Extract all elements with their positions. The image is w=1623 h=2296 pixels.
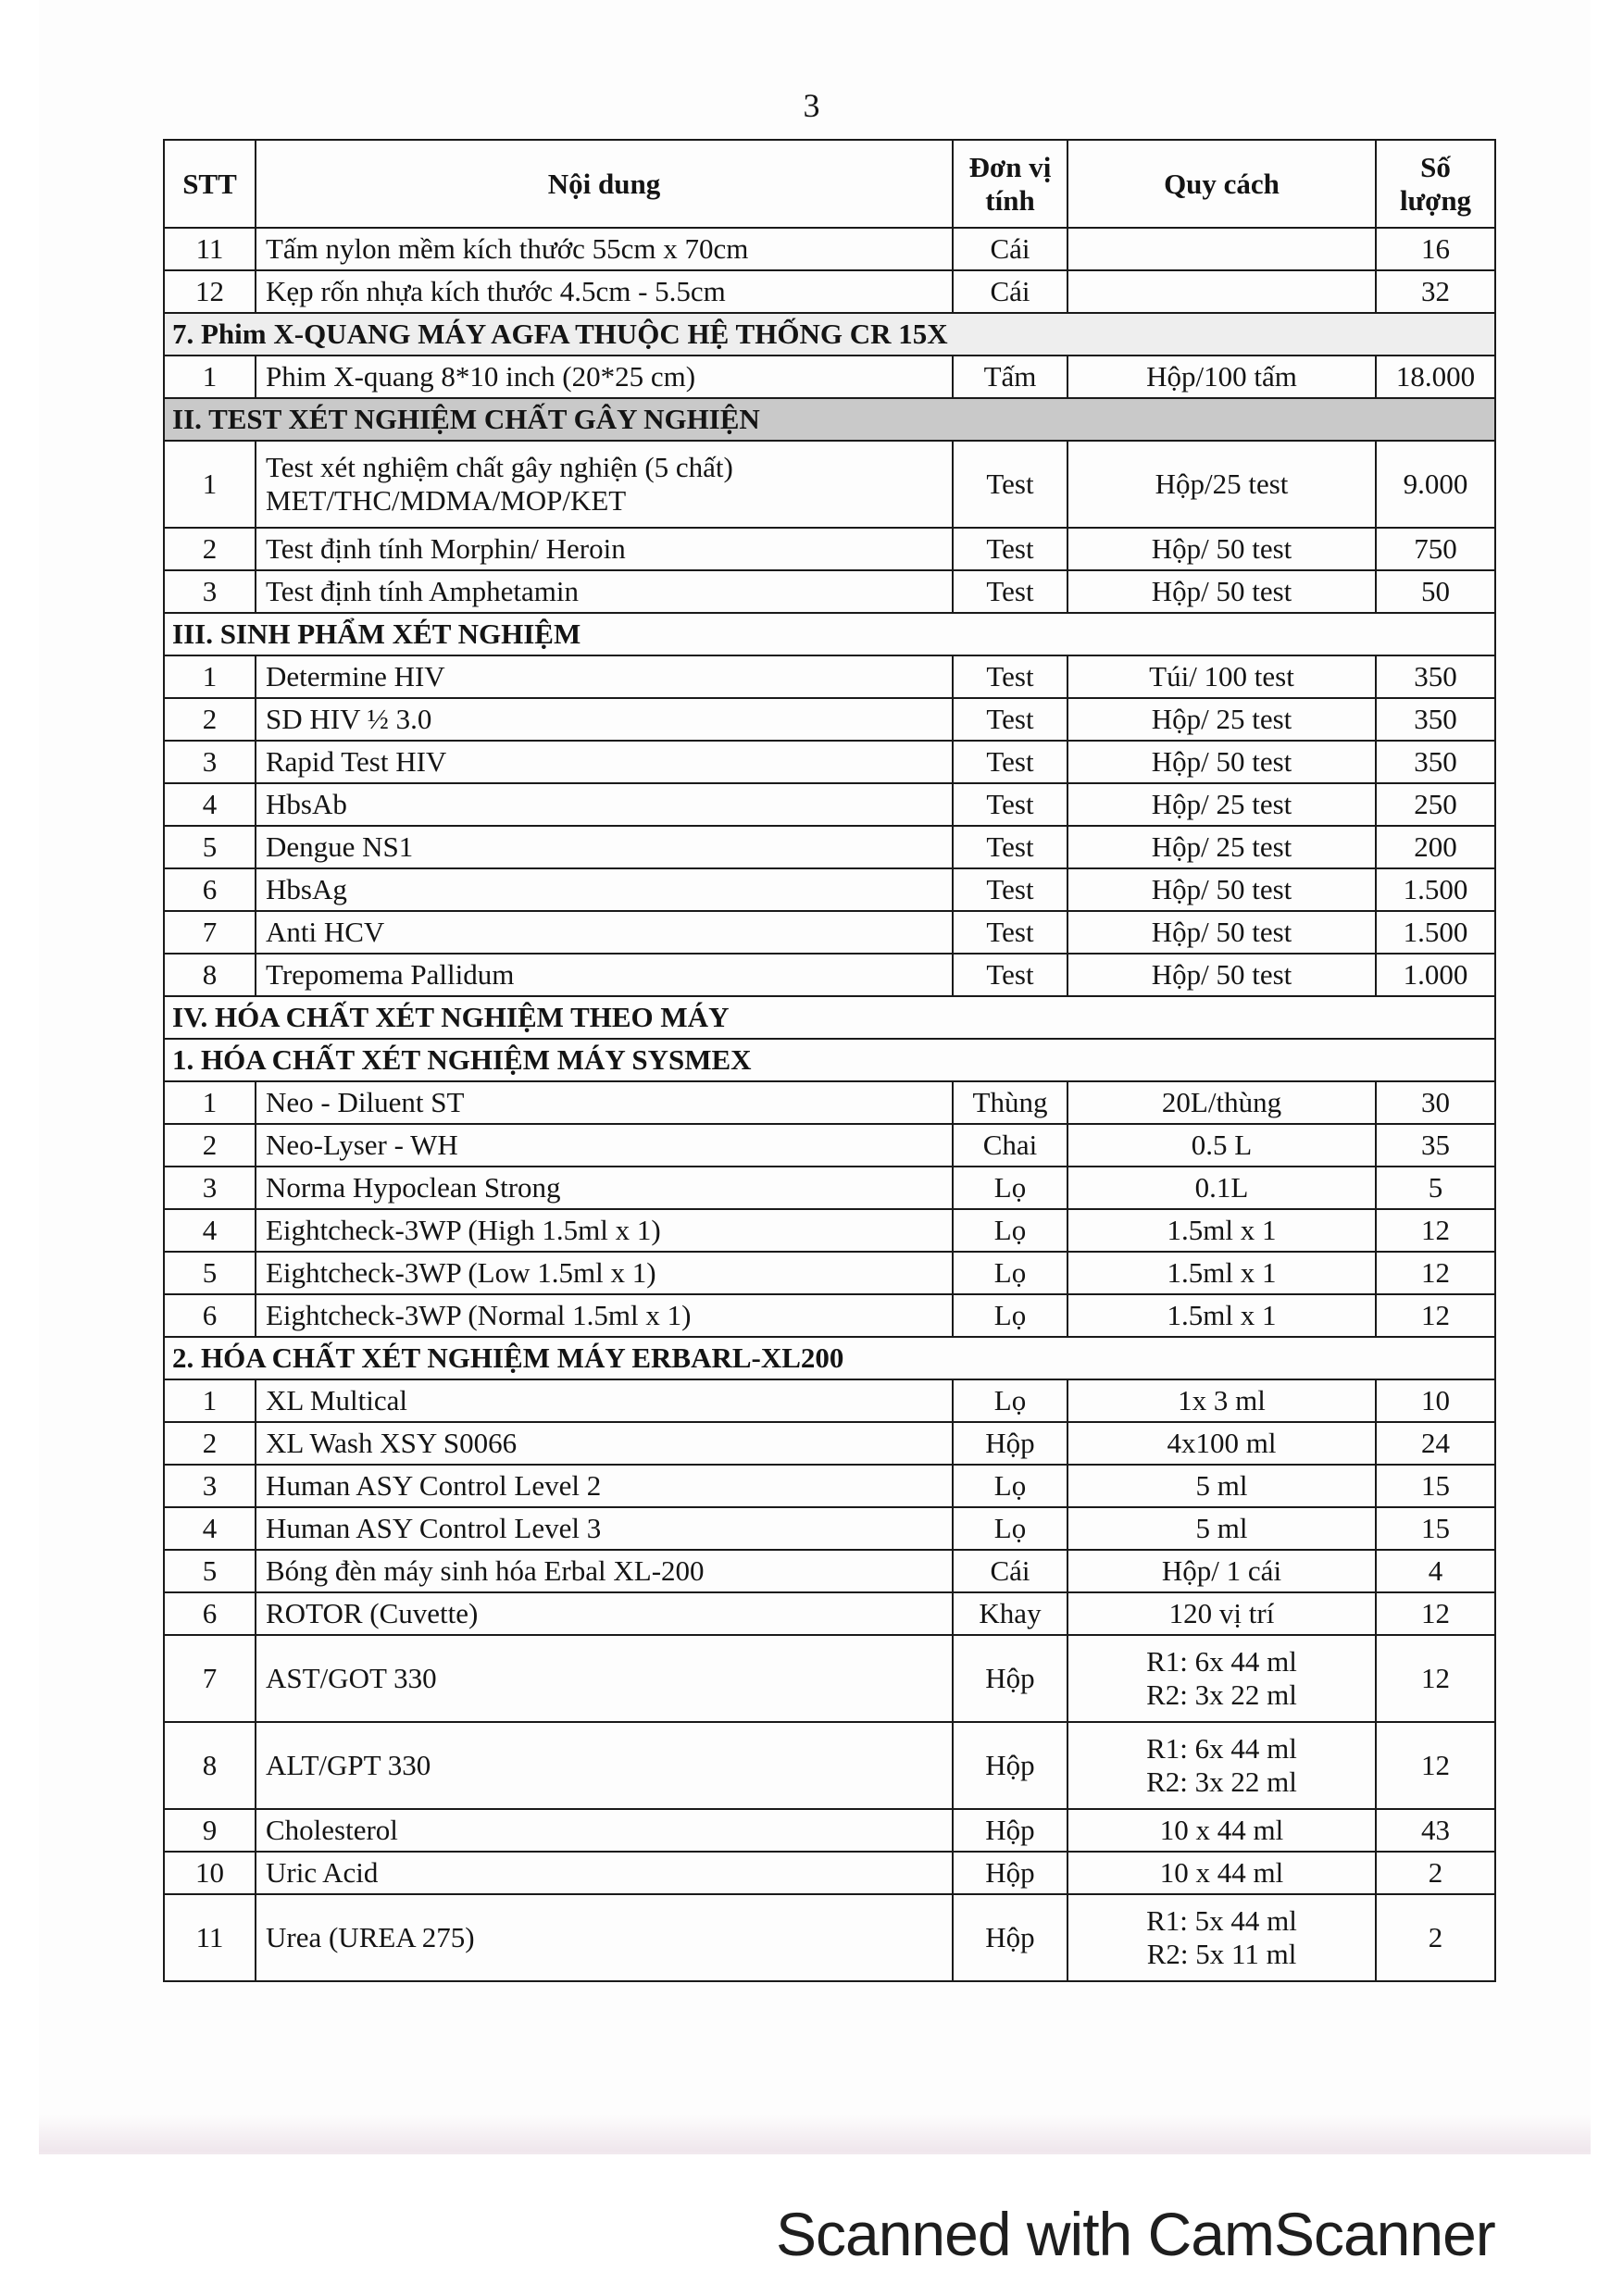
table-row bbox=[164, 441, 1495, 528]
cell-spec: 5 ml bbox=[1067, 1507, 1376, 1550]
section-title: 1. HÓA CHẤT XÉT NGHIỆM MÁY SYSMEX bbox=[164, 1039, 1495, 1081]
table-row bbox=[164, 698, 1495, 741]
section-header-7 bbox=[164, 313, 1495, 356]
cell-unit: Test bbox=[953, 655, 1067, 698]
table-row bbox=[164, 270, 1495, 313]
cell-unit: Test bbox=[953, 741, 1067, 783]
cell-unit: Hộp bbox=[953, 1852, 1067, 1894]
cell-stt: 5 bbox=[164, 1550, 256, 1592]
cell-unit: Hộp bbox=[953, 1422, 1067, 1465]
cell-unit: Hộp bbox=[953, 1635, 1067, 1722]
cell-unit: Test bbox=[953, 570, 1067, 613]
section-title: IV. HÓA CHẤT XÉT NGHIỆM THEO MÁY bbox=[164, 996, 1495, 1039]
cell-unit: Cái bbox=[953, 228, 1067, 270]
cell-name: Neo-Lyser - WH bbox=[256, 1124, 953, 1167]
cell-name: XL Wash XSY S0066 bbox=[256, 1422, 953, 1465]
cell-unit: Test bbox=[953, 954, 1067, 996]
cell-unit: Test bbox=[953, 911, 1067, 954]
cell-qty: 43 bbox=[1376, 1809, 1495, 1852]
cell-stt: 2 bbox=[164, 1422, 256, 1465]
cell-stt: 3 bbox=[164, 1465, 256, 1507]
cell-qty: 16 bbox=[1376, 228, 1495, 270]
table-row bbox=[164, 1167, 1495, 1209]
cell-stt: 1 bbox=[164, 356, 256, 398]
table-row bbox=[164, 1379, 1495, 1422]
header-spec: Quy cách bbox=[1067, 140, 1376, 228]
cell-name: Bóng đèn máy sinh hóa Erbal XL-200 bbox=[256, 1550, 953, 1592]
camscanner-watermark: Scanned with CamScanner bbox=[776, 2200, 1495, 2268]
table-row bbox=[164, 783, 1495, 826]
table-row bbox=[164, 1894, 1495, 1981]
table-row bbox=[164, 1809, 1495, 1852]
cell-spec: Hộp/ 25 test bbox=[1067, 698, 1376, 741]
cell-spec: Hộp/ 1 cái bbox=[1067, 1550, 1376, 1592]
header-unit: Đơn vị tính bbox=[953, 140, 1067, 228]
cell-name: HbsAb bbox=[256, 783, 953, 826]
cell-stt: 3 bbox=[164, 570, 256, 613]
table-row bbox=[164, 911, 1495, 954]
cell-spec: 20L/thùng bbox=[1067, 1081, 1376, 1124]
cell-spec: 10 x 44 ml bbox=[1067, 1852, 1376, 1894]
cell-unit: Thùng bbox=[953, 1081, 1067, 1124]
cell-qty: 1.000 bbox=[1376, 954, 1495, 996]
cell-qty: 250 bbox=[1376, 783, 1495, 826]
cell-name: HbsAg bbox=[256, 868, 953, 911]
cell-stt: 4 bbox=[164, 1507, 256, 1550]
cell-spec-line: R2: 5x 11 ml bbox=[1146, 1938, 1297, 1970]
cell-unit: Lọ bbox=[953, 1209, 1067, 1252]
cell-name: Human ASY Control Level 2 bbox=[256, 1465, 953, 1507]
cell-stt: 1 bbox=[164, 655, 256, 698]
cell-qty: 10 bbox=[1376, 1379, 1495, 1422]
cell-name: Kẹp rốn nhựa kích thước 4.5cm - 5.5cm bbox=[256, 270, 953, 313]
cell-stt: 11 bbox=[164, 1894, 256, 1981]
cell-unit: Test bbox=[953, 868, 1067, 911]
cell-spec-line: R1: 5x 44 ml bbox=[1146, 1904, 1297, 1937]
cell-qty: 4 bbox=[1376, 1550, 1495, 1592]
cell-stt: 6 bbox=[164, 1294, 256, 1337]
cell-qty: 350 bbox=[1376, 741, 1495, 783]
cell-name-line: Test xét nghiệm chất gây nghiện (5 chất) bbox=[266, 451, 733, 483]
cell-stt: 5 bbox=[164, 826, 256, 868]
cell-spec-line: R1: 6x 44 ml bbox=[1146, 1732, 1297, 1765]
cell-stt: 9 bbox=[164, 1809, 256, 1852]
cell-unit: Lọ bbox=[953, 1507, 1067, 1550]
cell-spec: Hộp/100 tấm bbox=[1067, 356, 1376, 398]
cell-qty: 750 bbox=[1376, 528, 1495, 570]
cell-spec bbox=[1067, 1635, 1376, 1722]
cell-unit: Hộp bbox=[953, 1809, 1067, 1852]
section-header-II bbox=[164, 398, 1495, 441]
cell-spec-line: R1: 6x 44 ml bbox=[1146, 1645, 1297, 1678]
cell-unit: Test bbox=[953, 826, 1067, 868]
cell-qty: 1.500 bbox=[1376, 868, 1495, 911]
cell-spec: Hộp/ 50 test bbox=[1067, 911, 1376, 954]
cell-stt: 3 bbox=[164, 741, 256, 783]
table-row bbox=[164, 868, 1495, 911]
cell-stt: 11 bbox=[164, 228, 256, 270]
cell-spec: 1.5ml x 1 bbox=[1067, 1294, 1376, 1337]
cell-qty: 12 bbox=[1376, 1635, 1495, 1722]
cell-qty: 35 bbox=[1376, 1124, 1495, 1167]
table-row bbox=[164, 826, 1495, 868]
subsection-header-erbarl bbox=[164, 1337, 1495, 1379]
cell-stt: 2 bbox=[164, 1124, 256, 1167]
cell-qty: 50 bbox=[1376, 570, 1495, 613]
cell-qty: 12 bbox=[1376, 1294, 1495, 1337]
cell-spec: 1.5ml x 1 bbox=[1067, 1252, 1376, 1294]
cell-qty: 12 bbox=[1376, 1209, 1495, 1252]
table-row bbox=[164, 528, 1495, 570]
cell-name: ALT/GPT 330 bbox=[256, 1722, 953, 1809]
table-row bbox=[164, 1722, 1495, 1809]
cell-qty: 200 bbox=[1376, 826, 1495, 868]
cell-spec bbox=[1067, 1722, 1376, 1809]
cell-spec bbox=[1067, 228, 1376, 270]
cell-qty: 32 bbox=[1376, 270, 1495, 313]
cell-qty: 30 bbox=[1376, 1081, 1495, 1124]
cell-spec: Hộp/ 50 test bbox=[1067, 528, 1376, 570]
cell-qty: 1.500 bbox=[1376, 911, 1495, 954]
cell-qty: 12 bbox=[1376, 1592, 1495, 1635]
cell-spec: Hộp/ 50 test bbox=[1067, 741, 1376, 783]
cell-stt: 1 bbox=[164, 1379, 256, 1422]
table-row bbox=[164, 1294, 1495, 1337]
cell-spec: Hộp/ 25 test bbox=[1067, 783, 1376, 826]
cell-stt: 1 bbox=[164, 1081, 256, 1124]
cell-stt: 4 bbox=[164, 1209, 256, 1252]
cell-stt: 1 bbox=[164, 441, 256, 528]
cell-unit: Khay bbox=[953, 1592, 1067, 1635]
cell-stt: 2 bbox=[164, 698, 256, 741]
cell-unit: Lọ bbox=[953, 1167, 1067, 1209]
cell-qty: 350 bbox=[1376, 698, 1495, 741]
cell-unit: Test bbox=[953, 441, 1067, 528]
cell-unit: Lọ bbox=[953, 1252, 1067, 1294]
table-row bbox=[164, 655, 1495, 698]
cell-unit: Test bbox=[953, 698, 1067, 741]
cell-unit: Lọ bbox=[953, 1465, 1067, 1507]
table-row bbox=[164, 1124, 1495, 1167]
table-row bbox=[164, 1422, 1495, 1465]
cell-name-line: MET/THC/MDMA/MOP/KET bbox=[266, 484, 627, 517]
table-row bbox=[164, 1550, 1495, 1592]
section-header-IV bbox=[164, 996, 1495, 1039]
cell-name: Eightcheck-3WP (Normal 1.5ml x 1) bbox=[256, 1294, 953, 1337]
header-quantity: Số lượng bbox=[1376, 140, 1495, 228]
cell-stt: 10 bbox=[164, 1852, 256, 1894]
cell-spec: 4x100 ml bbox=[1067, 1422, 1376, 1465]
section-title: 2. HÓA CHẤT XÉT NGHIỆM MÁY ERBARL-XL200 bbox=[164, 1337, 1495, 1379]
cell-name: Neo - Diluent ST bbox=[256, 1081, 953, 1124]
cell-spec: Túi/ 100 test bbox=[1067, 655, 1376, 698]
subsection-header-sysmex bbox=[164, 1039, 1495, 1081]
cell-unit: Test bbox=[953, 783, 1067, 826]
cell-spec: Hộp/25 test bbox=[1067, 441, 1376, 528]
cell-spec-line: R2: 3x 22 ml bbox=[1146, 1766, 1297, 1798]
cell-spec: 10 x 44 ml bbox=[1067, 1809, 1376, 1852]
section-header-III bbox=[164, 613, 1495, 655]
section-title: III. SINH PHẨM XÉT NGHIỆM bbox=[164, 613, 1495, 655]
table-row bbox=[164, 228, 1495, 270]
cell-qty: 9.000 bbox=[1376, 441, 1495, 528]
cell-qty: 12 bbox=[1376, 1722, 1495, 1809]
cell-name: Determine HIV bbox=[256, 655, 953, 698]
cell-qty: 24 bbox=[1376, 1422, 1495, 1465]
table-row bbox=[164, 741, 1495, 783]
cell-unit: Cái bbox=[953, 270, 1067, 313]
table-row bbox=[164, 356, 1495, 398]
cell-qty: 15 bbox=[1376, 1507, 1495, 1550]
cell-unit: Hộp bbox=[953, 1894, 1067, 1981]
cell-name: Urea (UREA 275) bbox=[256, 1894, 953, 1981]
cell-qty: 12 bbox=[1376, 1252, 1495, 1294]
cell-spec: 0.1L bbox=[1067, 1167, 1376, 1209]
cell-stt: 12 bbox=[164, 270, 256, 313]
cell-stt: 6 bbox=[164, 868, 256, 911]
cell-name: Tấm nylon mềm kích thước 55cm x 70cm bbox=[256, 228, 953, 270]
cell-name: Test định tính Morphin/ Heroin bbox=[256, 528, 953, 570]
cell-name: Norma Hypoclean Strong bbox=[256, 1167, 953, 1209]
cell-unit: Test bbox=[953, 528, 1067, 570]
cell-spec: 1.5ml x 1 bbox=[1067, 1209, 1376, 1252]
cell-name: Dengue NS1 bbox=[256, 826, 953, 868]
cell-name: Anti HCV bbox=[256, 911, 953, 954]
section-title: 7. Phim X-QUANG MÁY AGFA THUỘC HỆ THỐNG CR 15X bbox=[164, 313, 1495, 356]
page-number: 3 bbox=[803, 87, 820, 124]
table-row bbox=[164, 1507, 1495, 1550]
cell-name bbox=[256, 441, 953, 528]
cell-spec: 5 ml bbox=[1067, 1465, 1376, 1507]
header-content: Nội dung bbox=[256, 140, 953, 228]
cell-qty: 350 bbox=[1376, 655, 1495, 698]
table-header-row bbox=[164, 140, 1495, 228]
cell-spec: Hộp/ 50 test bbox=[1067, 868, 1376, 911]
cell-name: ROTOR (Cuvette) bbox=[256, 1592, 953, 1635]
cell-name: Human ASY Control Level 3 bbox=[256, 1507, 953, 1550]
cell-name: Cholesterol bbox=[256, 1809, 953, 1852]
header-stt: STT bbox=[164, 140, 256, 228]
table-row bbox=[164, 1465, 1495, 1507]
cell-unit: Chai bbox=[953, 1124, 1067, 1167]
cell-qty: 15 bbox=[1376, 1465, 1495, 1507]
table-row bbox=[164, 1081, 1495, 1124]
cell-stt: 2 bbox=[164, 528, 256, 570]
cell-qty: 2 bbox=[1376, 1852, 1495, 1894]
cell-qty: 2 bbox=[1376, 1894, 1495, 1981]
supply-table bbox=[163, 139, 1496, 1982]
cell-name: Rapid Test HIV bbox=[256, 741, 953, 783]
cell-name: Uric Acid bbox=[256, 1852, 953, 1894]
cell-name: Test định tính Amphetamin bbox=[256, 570, 953, 613]
table-row bbox=[164, 1635, 1495, 1722]
table-row bbox=[164, 1852, 1495, 1894]
cell-spec: 1x 3 ml bbox=[1067, 1379, 1376, 1422]
cell-spec: Hộp/ 50 test bbox=[1067, 570, 1376, 613]
cell-unit: Tấm bbox=[953, 356, 1067, 398]
cell-unit: Cái bbox=[953, 1550, 1067, 1592]
cell-spec-line: R2: 3x 22 ml bbox=[1146, 1678, 1297, 1711]
table-row bbox=[164, 1252, 1495, 1294]
cell-stt: 6 bbox=[164, 1592, 256, 1635]
cell-stt: 5 bbox=[164, 1252, 256, 1294]
cell-name: AST/GOT 330 bbox=[256, 1635, 953, 1722]
cell-stt: 4 bbox=[164, 783, 256, 826]
table-row bbox=[164, 1209, 1495, 1252]
cell-stt: 3 bbox=[164, 1167, 256, 1209]
cell-spec bbox=[1067, 1894, 1376, 1981]
cell-name: Eightcheck-3WP (Low 1.5ml x 1) bbox=[256, 1252, 953, 1294]
cell-stt: 7 bbox=[164, 911, 256, 954]
cell-stt: 8 bbox=[164, 954, 256, 996]
cell-name: SD HIV ½ 3.0 bbox=[256, 698, 953, 741]
cell-spec: Hộp/ 25 test bbox=[1067, 826, 1376, 868]
cell-stt: 8 bbox=[164, 1722, 256, 1809]
cell-name: XL Multical bbox=[256, 1379, 953, 1422]
cell-unit: Hộp bbox=[953, 1722, 1067, 1809]
table-row bbox=[164, 954, 1495, 996]
cell-name: Eightcheck-3WP (High 1.5ml x 1) bbox=[256, 1209, 953, 1252]
cell-stt: 7 bbox=[164, 1635, 256, 1722]
cell-unit: Lọ bbox=[953, 1379, 1067, 1422]
table-row bbox=[164, 570, 1495, 613]
cell-spec: 120 vị trí bbox=[1067, 1592, 1376, 1635]
cell-unit: Lọ bbox=[953, 1294, 1067, 1337]
cell-spec: 0.5 L bbox=[1067, 1124, 1376, 1167]
cell-spec: Hộp/ 50 test bbox=[1067, 954, 1376, 996]
cell-name: Trepomema Pallidum bbox=[256, 954, 953, 996]
table-row bbox=[164, 1592, 1495, 1635]
cell-qty: 18.000 bbox=[1376, 356, 1495, 398]
cell-name: Phim X-quang 8*10 inch (20*25 cm) bbox=[256, 356, 953, 398]
cell-qty: 5 bbox=[1376, 1167, 1495, 1209]
cell-spec bbox=[1067, 270, 1376, 313]
section-title: II. TEST XÉT NGHIỆM CHẤT GÂY NGHIỆN bbox=[164, 398, 1495, 441]
